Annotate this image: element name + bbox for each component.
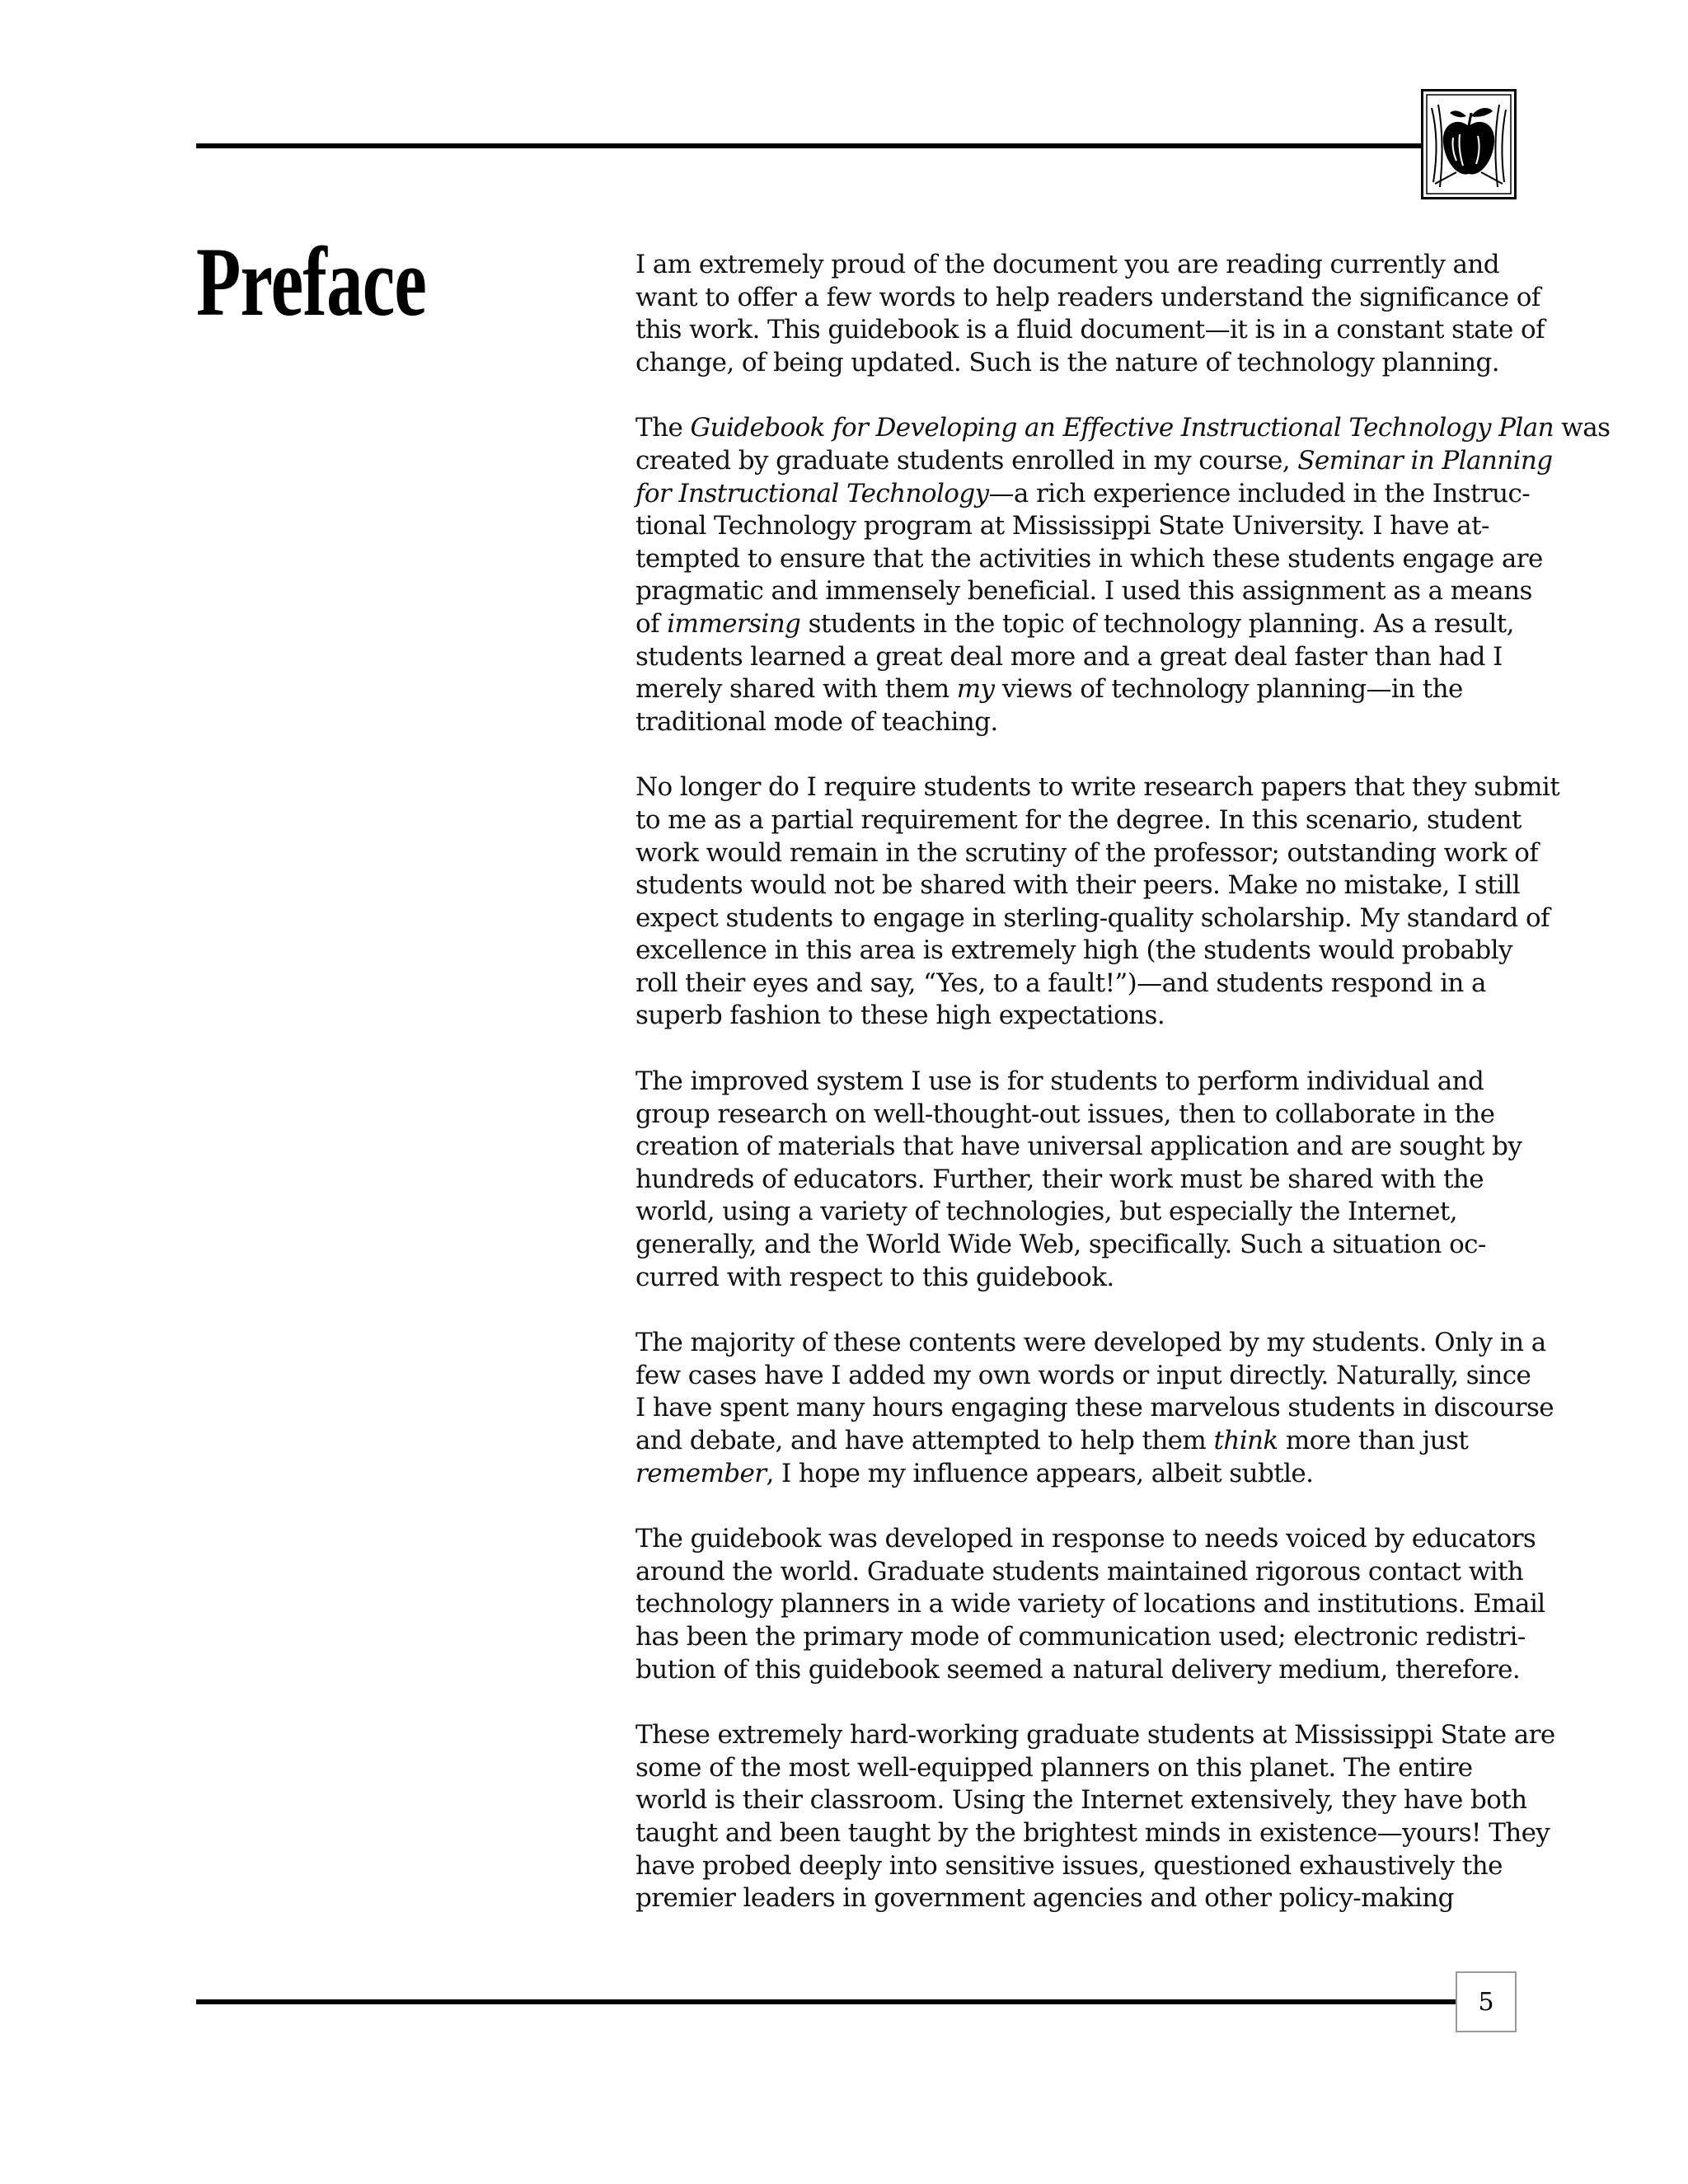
text-segment: taught and been taught by the brightest minds in existence—yours! They (635, 1817, 1550, 1848)
text-segment: The majority of these contents were developed by my students. Only in a (635, 1328, 1546, 1358)
text-line (635, 1425, 1534, 1458)
paragraph (635, 1523, 1545, 1686)
text-line (635, 1882, 1534, 1915)
text-segment: traditional mode of teaching. (635, 706, 998, 737)
text-segment: —a rich experience included in the Instruc- (988, 478, 1531, 509)
text-segment: bution of this guidebook seemed a natural delivery medium, therefore. (635, 1654, 1521, 1685)
text-line (635, 1621, 1534, 1654)
text-line (635, 1099, 1534, 1132)
text-segment: creation of materials that have universal application and are sought by (635, 1132, 1522, 1162)
text-segment: views of technology planning—in the (994, 674, 1463, 705)
italic-text: Seminar in Planning (1297, 445, 1553, 476)
italic-text: my (956, 674, 995, 705)
text-line (635, 673, 1534, 706)
text-line (635, 706, 1534, 739)
text-line (635, 968, 1534, 1001)
text-segment: pragmatic and immensely beneficial. I used this assignment as a means (635, 576, 1532, 607)
text-line (635, 1752, 1534, 1785)
text-line (635, 1523, 1534, 1556)
text-segment: students learned a great deal more and a great deal faster than had I (635, 641, 1503, 672)
text-segment: have probed deeply into sensitive issues, questioned exhaustively the (635, 1850, 1503, 1881)
text-segment: students in the topic of technology planning. As a result, (800, 608, 1514, 639)
text-segment: tional Technology program at Mississippi State University. I have at- (635, 511, 1489, 541)
page-title: Preface (196, 227, 427, 336)
text-segment: world, using a variety of technologies, but especially the Internet, (635, 1197, 1458, 1227)
text-segment: and debate, and have attempted to help them (635, 1426, 1214, 1455)
paragraph (635, 1327, 1554, 1490)
header-rule (196, 143, 1424, 148)
text-line (635, 1262, 1534, 1295)
text-line (635, 1229, 1534, 1262)
text-segment: , I hope my influence appears, albeit subtle. (766, 1458, 1314, 1488)
text-segment: of (635, 608, 668, 639)
italic-text: Guidebook for Developing an Effective Instructional Technology Plan (690, 413, 1554, 443)
text-segment: technology planners in a wide variety of locations and institutions. Email (635, 1589, 1545, 1619)
text-line (635, 543, 1543, 576)
italic-text: for Instructional Technology (635, 478, 989, 509)
text-line (635, 641, 1534, 674)
text-segment: this work. This guidebook is a fluid document—it is in a constant state of (635, 315, 1545, 345)
text-segment: These extremely hard-working graduate students at Mississippi State are (635, 1720, 1555, 1750)
paragraph (635, 1719, 1555, 1915)
italic-text: think (1213, 1426, 1278, 1455)
text-segment: excellence in this area is extremely high (the students would probably (635, 935, 1512, 966)
text-segment: some of the most well-equipped planners on this planet. The entire (635, 1752, 1473, 1783)
text-segment: No longer do I require students to write research papers that they submit (635, 772, 1560, 803)
text-segment: expect students to engage in sterling-quality scholarship. My standard of (635, 902, 1550, 933)
text-line (635, 1556, 1534, 1589)
text-segment: hundreds of educators. Further, their work must be shared with the (635, 1164, 1484, 1194)
text-line (635, 445, 1553, 478)
text-segment: work would remain in the scrutiny of the professor; outstanding work of (635, 837, 1539, 868)
text-line (635, 1458, 1534, 1491)
text-segment: around the world. Graduate students maintained rigorous contact with (635, 1556, 1524, 1586)
text-line (635, 1392, 1554, 1425)
text-segment: group research on well-thought-out issues, then to collaborate in the (635, 1099, 1495, 1129)
text-segment: tempted to ensure that the activities in which these students engage are (635, 543, 1543, 574)
text-line (635, 1164, 1534, 1197)
text-line (635, 1588, 1545, 1621)
text-line (635, 902, 1550, 935)
text-line (635, 1654, 1534, 1687)
text-line (635, 837, 1539, 870)
text-segment: I am extremely proud of the document you are reading currently and (635, 250, 1500, 279)
text-line (635, 412, 1611, 445)
text-segment: change, of being updated. Such is the nature of technology planning. (635, 347, 1499, 377)
text-line (635, 1196, 1534, 1229)
text-line (635, 282, 1540, 315)
text-line (635, 1817, 1550, 1850)
paragraph (635, 1066, 1534, 1294)
text-segment: created by graduate students enrolled in my course, (635, 445, 1298, 476)
text-line (635, 1131, 1534, 1164)
text-segment: The guidebook was developed in response to needs voiced by educators (635, 1524, 1536, 1554)
text-segment: merely shared with them (635, 674, 957, 705)
text-segment: few cases have I added my own words or input directly. Naturally, since (635, 1360, 1531, 1390)
text-line (635, 510, 1534, 543)
paragraph (635, 249, 1545, 379)
text-line (635, 1360, 1534, 1393)
italic-text: immersing (667, 608, 801, 639)
text-line (635, 249, 1534, 282)
text-segment: was (1554, 413, 1611, 443)
apple-woodcut-icon (1421, 89, 1517, 199)
text-segment: more than just (1278, 1426, 1469, 1455)
text-segment: premier leaders in government agencies and other policy-making (635, 1883, 1454, 1914)
text-segment: curred with respect to this guidebook. (635, 1262, 1114, 1292)
italic-text: remember (635, 1458, 767, 1488)
paragraph (635, 412, 1611, 738)
text-line (635, 1327, 1546, 1360)
text-segment: has been the primary mode of communication used; electronic redistri- (635, 1621, 1526, 1652)
text-segment: The (635, 413, 691, 443)
text-line (635, 771, 1560, 804)
page-number: 5 (1456, 1971, 1517, 2032)
text-line (635, 575, 1534, 608)
text-segment: to me as a partial requirement for the degree. In this scenario, student (635, 804, 1522, 835)
paragraph (635, 771, 1560, 1033)
text-segment: world is their classroom. Using the Internet extensively, they have both (635, 1785, 1527, 1816)
text-segment: want to offer a few words to help readers understand the significance of (635, 282, 1540, 312)
text-line (635, 478, 1534, 511)
text-segment: superb fashion to these high expectations. (635, 1001, 1165, 1031)
text-segment: students would not be shared with their peers. Make no mistake, I still (635, 870, 1521, 901)
text-line (635, 804, 1534, 837)
text-line (635, 347, 1534, 380)
text-line (635, 1784, 1534, 1817)
preface-body (635, 249, 1611, 1948)
text-segment: The improved system I use is for students to perform individual and (635, 1066, 1484, 1097)
text-line (635, 1850, 1534, 1883)
text-line (635, 869, 1534, 902)
text-line (635, 314, 1545, 347)
text-line (635, 1719, 1555, 1752)
text-line (635, 1066, 1534, 1099)
text-line (635, 608, 1534, 641)
text-line (635, 1000, 1534, 1033)
footer-rule (196, 1999, 1457, 2004)
text-segment: I have spent many hours engaging these marvelous students in discourse (635, 1393, 1554, 1423)
text-line (635, 935, 1534, 968)
text-segment: roll their eyes and say, “Yes, to a fault!”)—and students respond in a (635, 968, 1486, 998)
text-segment: generally, and the World Wide Web, specifically. Such a situation oc- (635, 1230, 1486, 1260)
